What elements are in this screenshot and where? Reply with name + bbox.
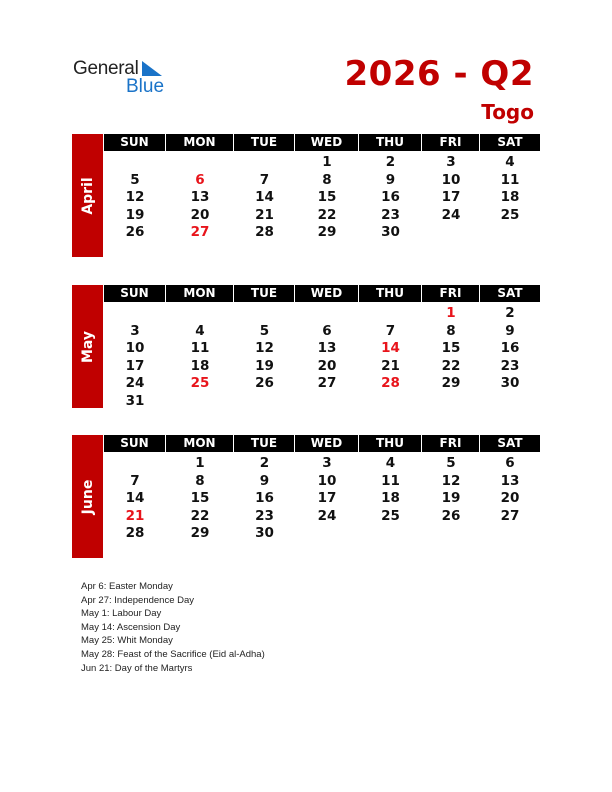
- weekday-fri: FRI: [422, 285, 480, 302]
- day-cell: 8: [195, 472, 205, 489]
- holiday-note: May 25: Whit Monday: [81, 635, 173, 647]
- day-cell: 16: [381, 189, 400, 205]
- logo-triangle-icon: [142, 61, 162, 76]
- month-label-bar: [72, 435, 103, 558]
- empty-cell: [480, 525, 540, 543]
- day-cell: 3: [322, 455, 332, 471]
- holiday-note: May 1: Labour Day: [81, 608, 162, 620]
- weekday-mon: MON: [166, 285, 234, 302]
- day-cell: 18: [190, 357, 210, 374]
- day-cell: 11: [500, 171, 520, 188]
- weekday-header: [104, 435, 540, 452]
- month-name: May: [79, 330, 96, 363]
- weekday-wed: WED: [295, 285, 359, 302]
- week-row: [104, 340, 540, 358]
- day-cell: 18: [381, 490, 400, 506]
- weekday-mon: MON: [166, 435, 234, 452]
- empty-cell: [166, 305, 234, 323]
- empty-cell: [234, 154, 295, 172]
- empty-cell: [422, 224, 480, 242]
- month-grid: [104, 285, 540, 410]
- day-cell: 19: [125, 206, 145, 223]
- day-cell: 22: [441, 357, 461, 374]
- empty-cell: [359, 393, 422, 411]
- day-cell: 29: [190, 525, 210, 541]
- day-cell: 6: [322, 322, 332, 339]
- day-cell: 10: [125, 340, 145, 356]
- day-cell: 10: [317, 472, 337, 489]
- weekday-tue: TUE: [234, 285, 295, 302]
- weekday-thu: THU: [359, 435, 422, 452]
- day-cell: 21: [125, 507, 145, 524]
- day-cell: 28: [125, 525, 145, 541]
- day-cell: 1: [322, 154, 332, 170]
- day-cell: 20: [500, 490, 520, 506]
- day-cell: 23: [255, 507, 274, 524]
- day-cell: 25: [381, 507, 400, 524]
- day-cell: 16: [255, 490, 274, 506]
- day-cell: 2: [259, 455, 270, 471]
- week-row: [104, 490, 540, 508]
- day-cell: 27: [500, 507, 520, 524]
- day-cell: 15: [190, 490, 210, 506]
- empty-cell: [422, 393, 480, 411]
- day-cell: 5: [130, 171, 140, 188]
- day-cell: 20: [190, 206, 210, 223]
- holiday-note: Apr 27: Independence Day: [81, 594, 195, 606]
- day-cell: 2: [505, 305, 515, 321]
- day-cell: 11: [381, 472, 400, 489]
- day-cell: 14: [125, 490, 145, 506]
- empty-cell: [480, 393, 540, 411]
- day-cell: 13: [317, 340, 337, 356]
- weekday-sat: SAT: [497, 286, 523, 300]
- week-row: [104, 207, 540, 225]
- day-cell: 8: [322, 171, 332, 188]
- empty-cell: [104, 154, 166, 172]
- week-row: [104, 323, 540, 341]
- week-row: [104, 224, 540, 242]
- day-cell: 14: [381, 340, 400, 356]
- weekday-wed: WED: [295, 134, 359, 151]
- day-cell: 8: [446, 322, 456, 339]
- week-row: [104, 375, 540, 393]
- week-row: [104, 508, 540, 526]
- weekday-sat: SAT: [497, 135, 523, 149]
- day-cell: 24: [125, 375, 145, 391]
- day-cell: 30: [500, 375, 520, 391]
- month-grid: [104, 435, 540, 543]
- weekday-header: [104, 134, 540, 151]
- day-cell: 13: [190, 189, 210, 205]
- month-block-may: [72, 285, 540, 408]
- day-cell: 3: [130, 322, 140, 339]
- day-cell: 29: [441, 375, 461, 391]
- weekday-sun: SUN: [104, 285, 166, 302]
- day-cell: 24: [441, 206, 461, 223]
- day-cell: 9: [505, 322, 515, 339]
- day-cell: 15: [441, 340, 461, 356]
- day-cell: 22: [190, 507, 210, 524]
- day-cell: 1: [195, 455, 205, 471]
- page-title: 2026 - Q2: [344, 54, 534, 94]
- day-cell: 21: [381, 357, 400, 374]
- empty-cell: [166, 154, 234, 172]
- weekday-fri: FRI: [422, 134, 480, 151]
- logo-text-general: General: [73, 58, 139, 79]
- day-cell: 23: [381, 206, 400, 223]
- holiday-note: May 28: Feast of the Sacrifice (Eid al-Adha): [81, 648, 265, 660]
- day-cell: 6: [195, 171, 205, 188]
- day-cell: 9: [385, 171, 396, 188]
- day-cell: 10: [441, 171, 461, 188]
- week-row: [104, 305, 540, 323]
- empty-cell: [480, 224, 540, 242]
- day-cell: 24: [317, 507, 337, 524]
- day-cell: 4: [195, 322, 205, 339]
- day-cell: 25: [190, 375, 210, 391]
- month-label-bar: [72, 285, 103, 408]
- day-cell: 28: [255, 224, 274, 240]
- country-label: Togo: [481, 100, 534, 124]
- holiday-note: Jun 21: Day of the Martyrs: [81, 662, 193, 674]
- day-cell: 7: [385, 322, 396, 339]
- day-cell: 17: [441, 189, 461, 205]
- day-cell: 4: [385, 455, 396, 471]
- day-cell: 30: [255, 525, 274, 541]
- day-cell: 7: [259, 171, 270, 188]
- holiday-note: May 14: Ascension Day: [81, 621, 181, 633]
- day-cell: 4: [505, 154, 515, 170]
- month-block-june: [72, 435, 540, 558]
- empty-cell: [104, 305, 166, 323]
- week-row: [104, 154, 540, 172]
- empty-cell: [104, 455, 166, 473]
- day-cell: 27: [317, 375, 337, 391]
- day-cell: 11: [190, 340, 210, 356]
- day-cell: 5: [259, 322, 270, 339]
- day-cell: 28: [381, 375, 400, 391]
- empty-cell: [422, 525, 480, 543]
- day-cell: 12: [255, 340, 274, 356]
- day-cell: 5: [446, 455, 456, 471]
- logo-text-blue: Blue: [126, 76, 165, 97]
- holiday-note: Apr 6: Easter Monday: [81, 581, 173, 592]
- day-cell: 25: [500, 206, 520, 223]
- day-cell: 21: [255, 206, 274, 223]
- weekday-tue: TUE: [234, 134, 295, 151]
- month-block-april: [72, 134, 540, 257]
- empty-cell: [234, 393, 295, 411]
- day-cell: 15: [317, 189, 337, 205]
- day-cell: 18: [500, 189, 520, 205]
- weekday-fri: FRI: [422, 435, 480, 452]
- day-cell: 6: [505, 455, 515, 471]
- day-cell: 31: [125, 392, 145, 409]
- day-cell: 9: [259, 472, 270, 489]
- day-cell: 19: [441, 490, 461, 506]
- day-cell: 14: [255, 189, 274, 205]
- day-cell: 26: [255, 375, 274, 391]
- day-cell: 3: [446, 154, 456, 170]
- day-cell: 30: [381, 224, 400, 240]
- weekday-thu: THU: [359, 285, 422, 302]
- day-cell: 12: [125, 189, 145, 205]
- holiday-notes: [81, 580, 265, 675]
- day-cell: 20: [317, 357, 337, 374]
- month-name: April: [79, 176, 96, 215]
- weekday-mon: MON: [166, 134, 234, 151]
- generalblue-logo: [73, 58, 173, 98]
- week-row: [104, 189, 540, 207]
- day-cell: 17: [317, 490, 337, 506]
- day-cell: 2: [385, 154, 396, 170]
- empty-cell: [166, 393, 234, 411]
- day-cell: 23: [500, 357, 520, 374]
- weekday-wed: WED: [295, 435, 359, 452]
- day-cell: 13: [500, 472, 520, 489]
- empty-cell: [295, 525, 359, 543]
- week-row: [104, 393, 540, 411]
- day-cell: 27: [190, 224, 210, 240]
- day-cell: 16: [500, 340, 520, 356]
- day-cell: 26: [125, 224, 145, 240]
- week-row: [104, 473, 540, 491]
- empty-cell: [295, 393, 359, 411]
- day-cell: 17: [125, 357, 145, 374]
- empty-cell: [295, 305, 359, 323]
- empty-cell: [359, 305, 422, 323]
- day-cell: 29: [317, 224, 337, 240]
- day-cell: 19: [255, 357, 274, 374]
- day-cell: 12: [441, 472, 461, 489]
- week-row: [104, 358, 540, 376]
- empty-cell: [234, 305, 295, 323]
- day-cell: 26: [441, 507, 461, 524]
- weekday-sun: SUN: [104, 134, 166, 151]
- month-grid: [104, 134, 540, 242]
- week-row: [104, 172, 540, 190]
- day-cell: 22: [317, 206, 337, 223]
- weekday-header: [104, 285, 540, 302]
- day-cell: 7: [130, 472, 140, 489]
- empty-cell: [359, 525, 422, 543]
- week-row: [104, 525, 540, 543]
- weekday-tue: TUE: [234, 435, 295, 452]
- weekday-sat: SAT: [497, 436, 523, 450]
- month-label-bar: [72, 134, 103, 257]
- weekday-thu: THU: [359, 134, 422, 151]
- month-name: June: [79, 479, 96, 514]
- day-cell: 1: [446, 305, 456, 321]
- weekday-sun: SUN: [104, 435, 166, 452]
- week-row: [104, 455, 540, 473]
